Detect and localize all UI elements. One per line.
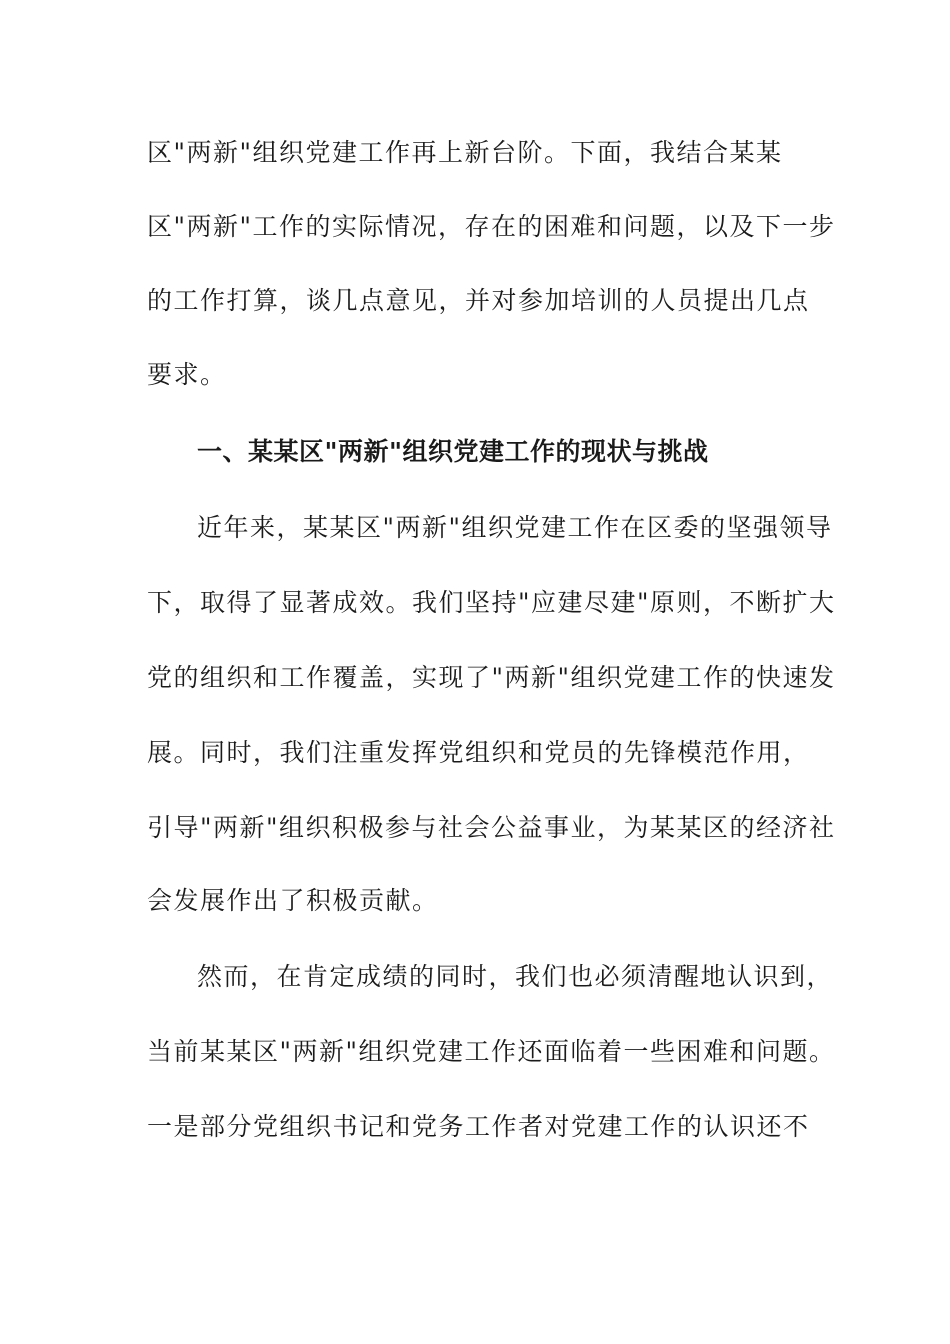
paragraph-2-line-2: 当前某某区"两新"组织党建工作还面临着一些困难和问题。	[147, 1037, 836, 1066]
intro-line-4: 要求。	[147, 360, 227, 389]
section-heading: 一、某某区"两新"组织党建工作的现状与挑战	[197, 437, 709, 466]
paragraph-1-line-2: 下，取得了显著成效。我们坚持"应建尽建"原则，不断扩大	[147, 588, 836, 617]
paragraph-1-line-3: 党的组织和工作覆盖，实现了"两新"组织党建工作的快速发	[147, 663, 836, 692]
intro-line-3: 的工作打算，谈几点意见，并对参加培训的人员提出几点	[147, 286, 810, 315]
paragraph-1-line-5: 引导"两新"组织积极参与社会公益事业，为某某区的经济社	[147, 813, 836, 842]
intro-line-1: 区"两新"组织党建工作再上新台阶。下面，我结合某某	[147, 138, 783, 167]
intro-line-2: 区"两新"工作的实际情况，存在的困难和问题，以及下一步	[147, 212, 836, 241]
paragraph-2-line-3: 一是部分党组织书记和党务工作者对党建工作的认识还不	[147, 1112, 810, 1141]
paragraph-1-line-6: 会发展作出了积极贡献。	[147, 886, 439, 915]
paragraph-1-line-1: 近年来，某某区"两新"组织党建工作在区委的坚强领导	[197, 513, 833, 542]
paragraph-1-line-4: 展。同时，我们注重发挥党组织和党员的先锋模范作用，	[147, 738, 810, 767]
paragraph-2-line-1: 然而，在肯定成绩的同时，我们也必须清醒地认识到，	[197, 962, 834, 991]
